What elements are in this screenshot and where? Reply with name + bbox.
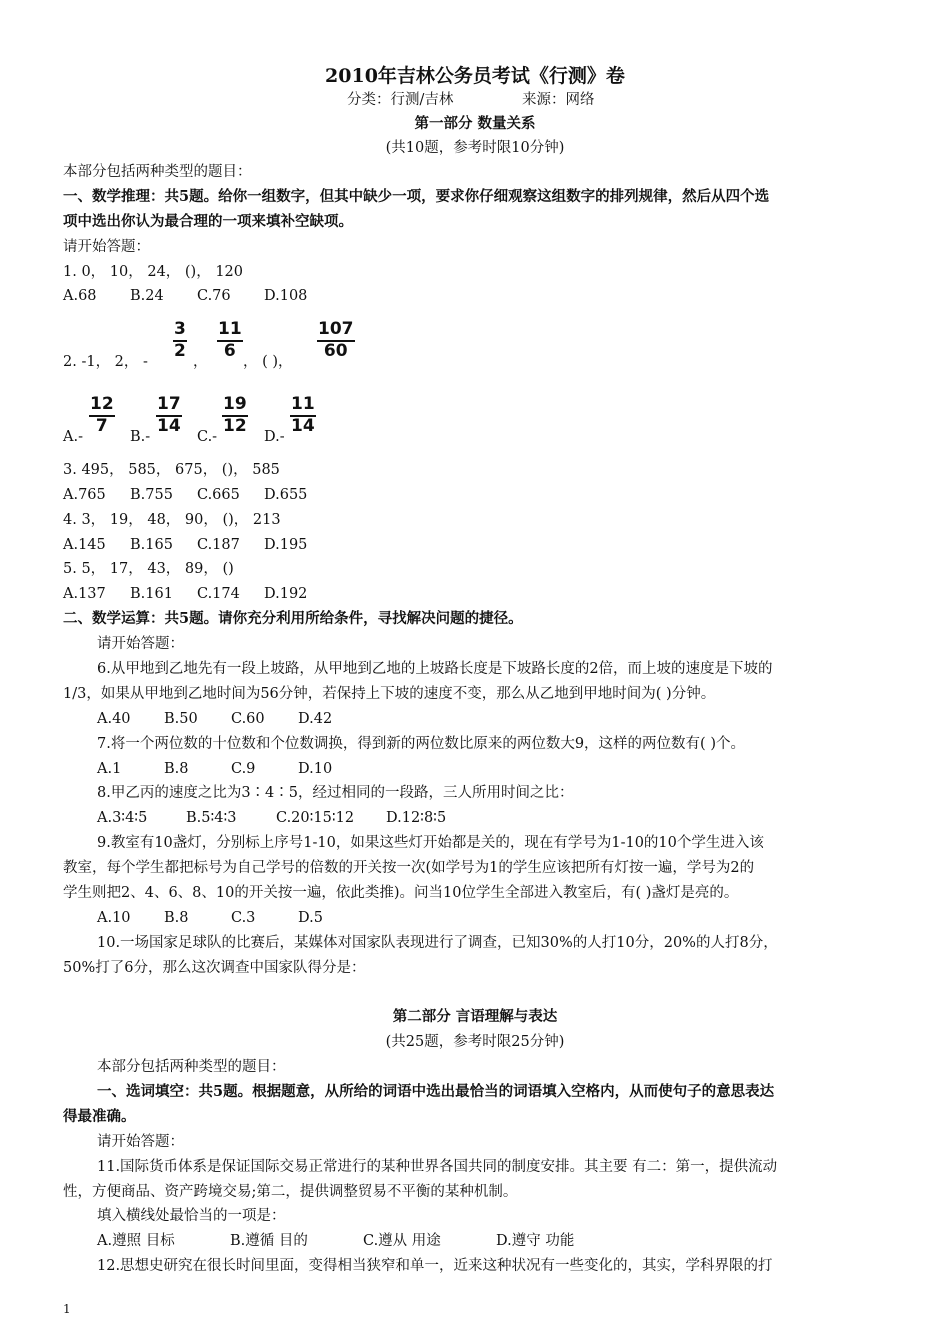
question-8-options (97, 808, 446, 828)
option-a: A.765 (63, 487, 106, 503)
category-label: 分类：行测/吉林 (347, 92, 454, 108)
start-prompt-2: 请开始答题： (97, 636, 184, 652)
option-d: D.108 (264, 288, 308, 304)
fraction-3-2: 3 2 (174, 319, 186, 361)
q2-option-c-fraction: 19 12 (223, 394, 247, 436)
option-d: D.192 (264, 586, 308, 602)
document-title: 2010年吉林公务员考试《行测》卷 (325, 65, 625, 87)
option-b: B.755 (130, 487, 173, 503)
question-8: 8.甲乙丙的速度之比为3∶4∶5，经过相同的一段路，三人所用时间之比： (97, 785, 574, 801)
option-b: B.161 (130, 586, 173, 602)
option-a: A.137 (63, 586, 106, 602)
option-d: D.195 (264, 537, 308, 553)
question-7: 7.将一个两位数的十位数和个位数调换，得到新的两位数比原来的两位数大9，这样的两位数有( )个。 (97, 736, 745, 752)
question-11: 11.国际货币体系是保证国际交易正常进行的某种世界各国共同的制度安排。其主要 有二：第一，提供流动 (97, 1159, 778, 1175)
option-c: C.遵从 用途 (363, 1233, 441, 1249)
question-9-cont: 教室，每个学生都把标号为自己学号的倍数的开关按一次(如学号为1的学生应该把所有灯按一遍，学号为2的 (63, 860, 755, 876)
q2-option-b-label: B.- (130, 429, 151, 445)
option-d: D.42 (298, 711, 333, 727)
q2-option-c-label: C.- (197, 429, 218, 445)
q2-option-d-label: D.- (264, 429, 285, 445)
option-a: A.145 (63, 537, 106, 553)
part2-intro: 本部分包括两种类型的题目： (97, 1059, 286, 1075)
question-6-options (97, 709, 332, 729)
option-b: B.165 (130, 537, 173, 553)
part1-subheading: (共10题，参考时限10分钟) (385, 140, 565, 156)
option-b: B.8 (164, 761, 189, 777)
question-3: 3. 495， 585， 675， ()， 585 (63, 462, 280, 478)
q2-option-d-fraction: 11 14 (291, 394, 315, 436)
q2-option-a-label: A.- (63, 429, 83, 445)
option-d: D.遵守 功能 (496, 1233, 575, 1249)
option-a: A.1 (97, 761, 122, 777)
part2-start-prompt: 请开始答题： (97, 1134, 184, 1150)
option-d: D.12∶8∶5 (386, 810, 447, 826)
start-prompt: 请开始答题： (63, 239, 150, 255)
section1-instruction-cont: 项中选出你认为最合理的一项来填补空缺项。 (63, 213, 353, 230)
question-1-options (63, 286, 307, 306)
option-c: C.174 (197, 586, 240, 602)
option-c: C.9 (231, 761, 256, 777)
comma-separator: ， (193, 354, 208, 370)
question-11-prompt: 填入横线处最恰当的一项是： (97, 1208, 286, 1224)
fraction-11-6: 11 6 (218, 319, 242, 361)
option-b: B.50 (164, 711, 198, 727)
question-10: 10.一场国家足球队的比赛后，某媒体对国家队表现进行了调查，已知30%的人打10分，20%的人打8分， (97, 935, 778, 951)
option-a: A.10 (97, 910, 131, 926)
question-1: 1. 0， 10， 24， ()， 120 (63, 264, 243, 280)
question-2-blank: ， ( )， (243, 354, 293, 370)
part2-subheading: (共25题，参考时限25分钟) (385, 1034, 565, 1050)
question-11-options (97, 1231, 574, 1251)
question-12: 12.思想史研究在很长时间里面，变得相当狭窄和单一，近来这种状况有一些变化的，其实，学科界限的打 (97, 1258, 773, 1274)
question-9-cont-2: 学生则把2、4、6、8、10的开关按一遍，依此类推)。问当10位学生全部进入教室后，有( )盏灯是亮的。 (63, 885, 739, 901)
option-c: C.20∶15∶12 (276, 810, 355, 826)
question-10-cont: 50%打了6分，那么这次调查中国家队得分是： (63, 960, 366, 976)
option-c: C.3 (231, 910, 256, 926)
option-b: B.8 (164, 910, 189, 926)
question-5: 5. 5， 17， 43， 89， () (63, 561, 234, 577)
question-4: 4. 3， 19， 48， 90， ()， 213 (63, 512, 281, 528)
option-d: D.655 (264, 487, 308, 503)
source-label: 来源：网络 (522, 92, 595, 108)
section2-instruction: 二、数学运算：共5题。请你充分利用所给条件，寻找解决问题的捷径。 (63, 610, 523, 627)
option-b: B.24 (130, 288, 164, 304)
question-3-options (63, 485, 307, 505)
part2-section1-instruction: 一、选词填空：共5题。根据题意，从所给的词语中选出最恰当的词语填入空格内，从而使句子的意思表达 (97, 1083, 775, 1100)
question-7-options (97, 759, 332, 779)
option-d: D.10 (298, 761, 333, 777)
question-6-cont: 1/3，如果从甲地到乙地时间为56分钟，若保持上下坡的速度不变，那么从乙地到甲地时间为( )分钟。 (63, 686, 716, 702)
question-5-options (63, 584, 307, 604)
question-11-cont: 性，方便商品、资产跨境交易;第二，提供调整贸易不平衡的某种机制。 (63, 1184, 518, 1200)
option-d: D.5 (298, 910, 323, 926)
option-c: C.187 (197, 537, 240, 553)
section1-instruction: 一、数学推理：共5题。给你一组数字，但其中缺少一项，要求你仔细观察这组数字的排列规律，然后从四个选 (63, 188, 770, 205)
option-a: A.40 (97, 711, 131, 727)
q2-option-a-fraction: 12 7 (90, 394, 114, 436)
option-c: C.60 (231, 711, 265, 727)
question-9: 9.教室有10盏灯，分别标上序号1-10，如果这些灯开始都是关的，现在有学号为1-10的10个学生进入该 (97, 835, 764, 851)
fraction-107-60: 107 60 (318, 319, 354, 361)
part1-heading: 第一部分 数量关系 (414, 115, 536, 132)
question-6: 6.从甲地到乙地先有一段上坡路，从甲地到乙地的上坡路长度是下坡路长度的2倍，而上坡的速度是下坡的 (97, 661, 773, 677)
q2-option-b-fraction: 17 14 (157, 394, 181, 436)
option-a: A.68 (63, 288, 97, 304)
page-number: 1 (63, 1302, 71, 1316)
question-4-options (63, 535, 307, 555)
part2-heading: 第二部分 言语理解与表达 (392, 1008, 558, 1025)
option-a: A.3∶4∶5 (97, 810, 148, 826)
option-a: A.遵照 目标 (97, 1233, 175, 1249)
option-b: B.5∶4∶3 (186, 810, 237, 826)
option-c: C.76 (197, 288, 231, 304)
option-c: C.665 (197, 487, 240, 503)
option-b: B.遵循 目的 (230, 1233, 308, 1249)
part1-intro: 本部分包括两种类型的题目： (63, 164, 252, 180)
question-2: 2. -1， 2， - (63, 354, 148, 370)
question-9-options (97, 908, 323, 928)
part2-section1-instruction-cont: 得最准确。 (63, 1108, 136, 1125)
